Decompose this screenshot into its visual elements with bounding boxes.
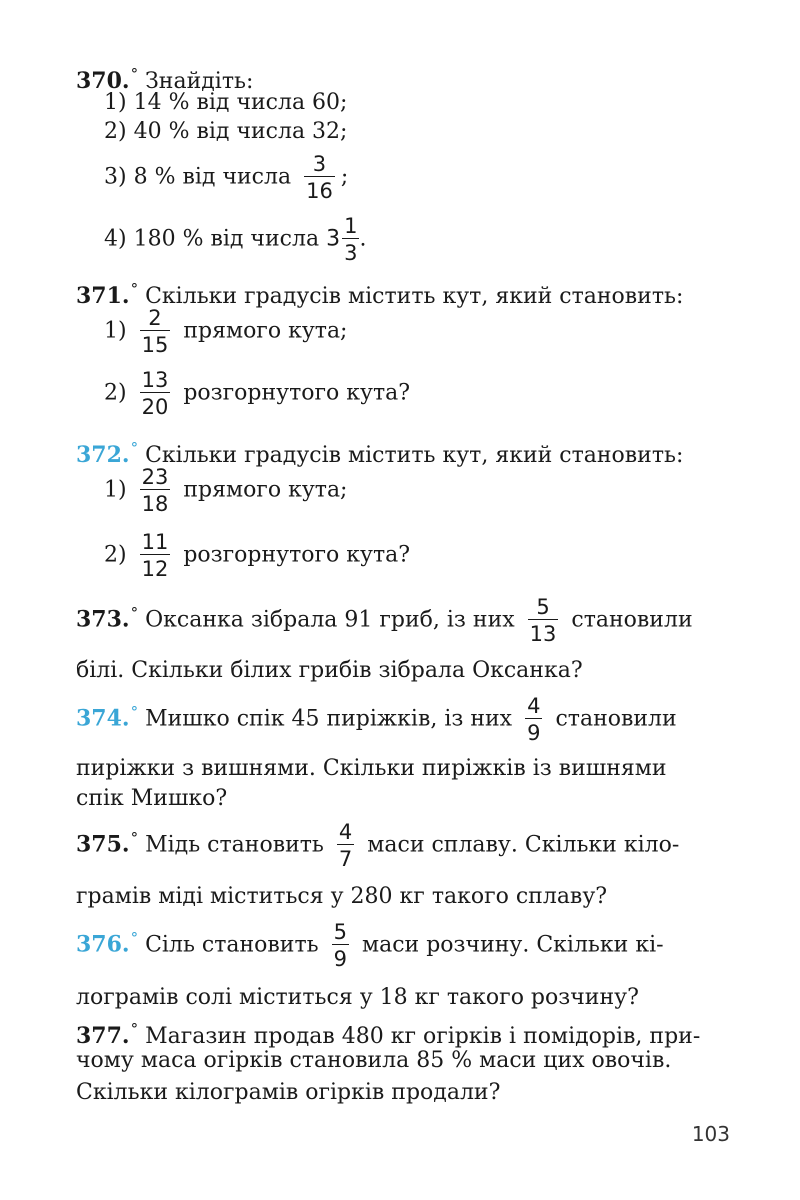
item-text: 180 % від числа [133, 226, 320, 252]
problem-text: Магазин продав 480 кг огірків і помідорів, при- [145, 1024, 701, 1049]
problem-number: 377. [76, 1023, 130, 1049]
problem-number: 373. [76, 606, 130, 633]
item-text: 14 % від числа 60; [133, 90, 348, 115]
problem-text: спік Мишко? [76, 786, 228, 811]
problem-title: Знайдіть: [145, 69, 254, 94]
problem-374-line1 [76, 694, 732, 745]
item-label: 1) [104, 477, 127, 503]
problem-375-line2 [76, 883, 732, 911]
item-text: розгорнутого кута? [183, 380, 411, 406]
degree-mark: ° [130, 603, 139, 622]
problem-text: білі. Скільки білих грибів зібрала Оксанка? [76, 658, 583, 683]
denominator: 9 [525, 718, 542, 745]
item-label: 2) [104, 119, 127, 144]
problem-374-line3 [76, 785, 732, 813]
punct: ; [340, 164, 349, 190]
denominator: 12 [140, 554, 171, 581]
numerator: 11 [141, 530, 169, 554]
problem-number: 370. [76, 68, 130, 94]
problem-number: 372. [76, 442, 130, 468]
numerator: 5 [333, 920, 347, 944]
punct: . [359, 226, 367, 252]
fraction [528, 595, 559, 646]
degree-mark: ° [130, 439, 139, 457]
problem-text: становили [555, 706, 677, 732]
denominator: 13 [528, 619, 559, 646]
problem-373-line1 [76, 595, 732, 646]
problem-text: Мишко спік 45 пиріжків, із них [145, 706, 513, 732]
denominator: 20 [140, 392, 171, 419]
denominator: 3 [342, 238, 359, 265]
item-371-1 [104, 306, 732, 357]
item-label: 1) [104, 90, 127, 115]
numerator: 13 [141, 368, 169, 392]
mixed-number [326, 214, 359, 265]
item-370-2 [104, 118, 732, 146]
problem-text: маси сплаву. Скільки кіло- [367, 832, 680, 858]
numerator: 4 [527, 694, 541, 718]
problem-text: чому маса огірків становила 85 % маси цих овочів. [76, 1048, 672, 1073]
item-text: прямого кута; [183, 477, 348, 503]
degree-mark: ° [130, 702, 139, 721]
item-text: прямого кута; [183, 318, 348, 344]
problem-text: грамів міді міститься у 280 кг такого сплаву? [76, 884, 608, 909]
problem-text: пиріжки з вишнями. Скільки пиріжків із вишнями [76, 756, 667, 781]
problem-text: лограмів солі міститься у 18 кг такого розчину? [76, 985, 639, 1010]
numerator: 23 [141, 465, 169, 489]
problem-376-line1 [76, 920, 732, 971]
problem-title: Скільки градусів містить кут, який становить: [145, 443, 684, 468]
problem-number: 376. [76, 931, 130, 958]
degree-mark: ° [130, 828, 139, 847]
degree-mark: ° [130, 65, 139, 83]
item-372-1 [104, 465, 732, 516]
numerator: 1 [344, 214, 358, 238]
problem-text: маси розчину. Скільки кі- [362, 932, 664, 958]
item-371-2 [104, 368, 732, 419]
problem-text: Сіль становить [145, 932, 319, 958]
degree-mark: ° [130, 928, 139, 947]
degree-mark: ° [130, 280, 139, 298]
fraction [332, 920, 349, 971]
numerator: 4 [338, 820, 353, 844]
problem-374-line2 [76, 755, 732, 783]
problem-376-line2 [76, 984, 732, 1012]
problem-377-line2 [76, 1047, 732, 1075]
problem-text: Скільки кілограмів огірків продали? [76, 1080, 501, 1105]
numerator: 2 [148, 306, 162, 330]
problem-375-line1 [76, 820, 732, 871]
page-number: 103 [691, 1122, 730, 1146]
item-text: 40 % від числа 32; [133, 119, 348, 144]
problem-377-line1 [76, 1015, 732, 1051]
fraction [337, 820, 354, 871]
fraction [140, 368, 171, 419]
problem-text: Мідь становить [145, 832, 324, 858]
item-label: 4) [104, 226, 127, 252]
item-370-4 [104, 214, 732, 265]
problem-title: Скільки градусів містить кут, який становить: [145, 284, 684, 309]
problem-number: 371. [76, 283, 130, 309]
problem-377-line3 [76, 1079, 732, 1107]
item-label: 1) [104, 318, 127, 344]
problem-373-line2 [76, 657, 732, 685]
denominator: 15 [140, 330, 171, 357]
item-text: 8 % від числа [133, 164, 292, 190]
problem-number: 374. [76, 705, 130, 732]
denominator: 7 [337, 844, 354, 871]
problem-text: Оксанка зібрала 91 гриб, із них [145, 607, 515, 633]
fraction [140, 465, 171, 516]
numerator: 5 [536, 595, 550, 619]
denominator: 18 [140, 489, 171, 516]
item-370-3 [104, 152, 732, 203]
problem-text: становили [571, 607, 693, 633]
numerator: 3 [312, 152, 327, 176]
fraction [140, 306, 171, 357]
fraction [140, 530, 171, 581]
item-text: розгорнутого кута? [183, 542, 411, 568]
problem-number: 375. [76, 831, 130, 858]
denominator: 9 [332, 944, 349, 971]
denominator: 16 [304, 176, 335, 203]
fraction [342, 214, 359, 265]
whole-part: 3 [326, 226, 341, 252]
item-label: 3) [104, 164, 127, 190]
fraction [525, 694, 542, 745]
item-label: 2) [104, 542, 127, 568]
item-label: 2) [104, 380, 127, 406]
item-370-1 [104, 89, 732, 117]
fraction [304, 152, 335, 203]
degree-mark: ° [130, 1020, 139, 1038]
item-372-2 [104, 530, 732, 581]
